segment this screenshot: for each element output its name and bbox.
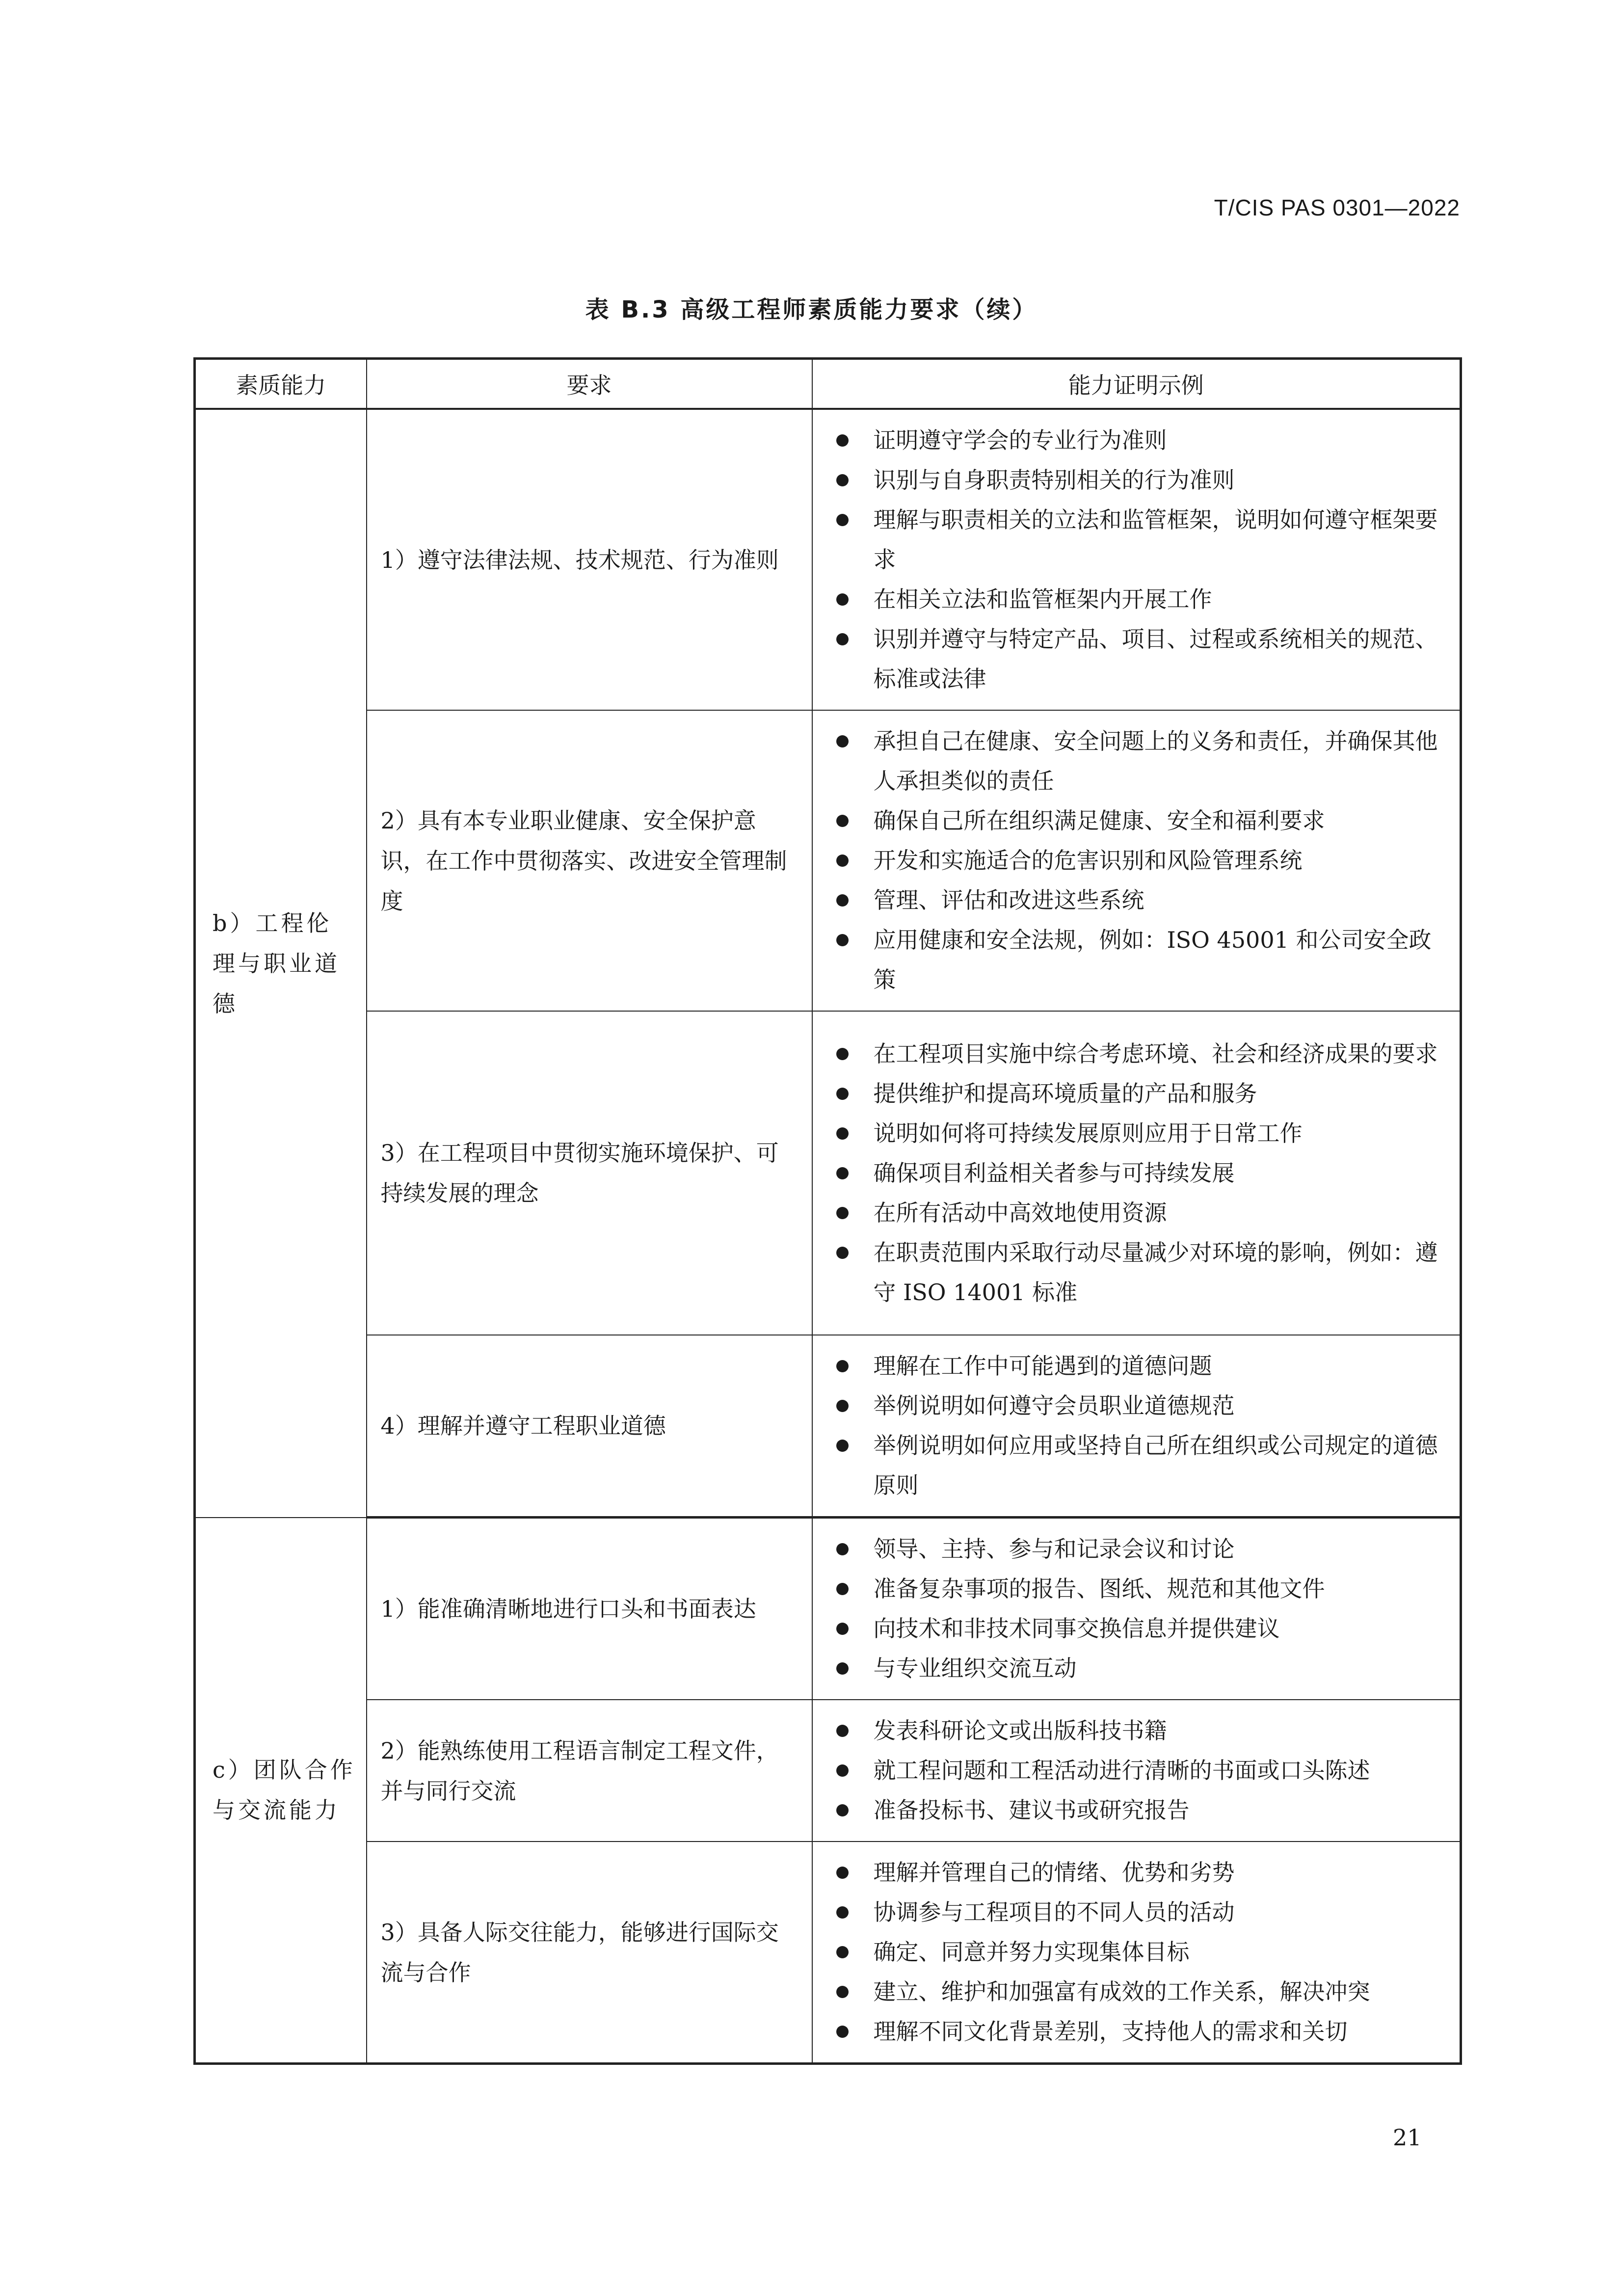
- table-row: [195, 1011, 1461, 1335]
- list-item: 协调参与工程项目的不同人员的活动: [824, 1893, 1445, 1932]
- list-item: 提供维护和提高环境质量的产品和服务: [824, 1074, 1445, 1114]
- list-item: 承担自己在健康、安全问题上的义务和责任，并确保其他人承担类似的责任: [824, 721, 1445, 801]
- list-item: 在职责范围内采取行动尽量减少对环境的影响，例如：遵守 ISO 14001 标准: [824, 1233, 1445, 1312]
- table-row: [195, 1335, 1461, 1518]
- list-item: 确定、同意并努力实现集体目标: [824, 1932, 1445, 1972]
- evidence-list: [824, 1034, 1445, 1312]
- list-item: 应用健康和安全法规，例如：ISO 45001 和公司安全政策: [824, 920, 1445, 1000]
- evidence-cell: [812, 1518, 1461, 1700]
- list-item: 证明遵守学会的专业行为准则: [824, 421, 1445, 460]
- list-item: 在所有活动中高效地使用资源: [824, 1193, 1445, 1233]
- requirement-cell: 2）具有本专业职业健康、安全保护意识，在工作中贯彻落实、改进安全管理制度: [367, 710, 812, 1011]
- evidence-cell: [812, 710, 1461, 1011]
- evidence-list: [824, 1346, 1445, 1505]
- list-item: 确保自己所在组织满足健康、安全和福利要求: [824, 801, 1445, 841]
- table-row: [195, 1518, 1461, 1700]
- list-item: 准备投标书、建议书或研究报告: [824, 1790, 1445, 1830]
- table-title: 表 B.3 高级工程师素质能力要求（续）: [585, 296, 1038, 323]
- list-item: 向技术和非技术同事交换信息并提供建议: [824, 1609, 1445, 1649]
- evidence-list: [824, 1529, 1445, 1688]
- table-row: [195, 409, 1461, 710]
- list-item: 与专业组织交流互动: [824, 1649, 1445, 1688]
- evidence-list: [824, 1711, 1445, 1830]
- header-evidence: 能力证明示例: [812, 359, 1461, 409]
- evidence-list: [824, 421, 1445, 699]
- list-item: 建立、维护和加强富有成效的工作关系，解决冲突: [824, 1972, 1445, 2012]
- table-header-row: [195, 359, 1461, 409]
- list-item: 理解与职责相关的立法和监管框架，说明如何遵守框架要求: [824, 500, 1445, 580]
- header-requirement: 要求: [367, 359, 812, 409]
- evidence-cell: [812, 1842, 1461, 2064]
- list-item: 理解并管理自己的情绪、优势和劣势: [824, 1853, 1445, 1893]
- evidence-list: [824, 721, 1445, 1000]
- page-number: 21: [1393, 2124, 1422, 2151]
- list-item: 理解不同文化背景差别，支持他人的需求和关切: [824, 2012, 1445, 2052]
- evidence-cell: [812, 409, 1461, 710]
- document-code: T/CIS PAS 0301—2022: [1214, 195, 1460, 220]
- table-row: [195, 710, 1461, 1011]
- requirement-cell: 2）能熟练使用工程语言制定工程文件，并与同行交流: [367, 1700, 812, 1842]
- evidence-cell: [812, 1335, 1461, 1518]
- table-row: [195, 1700, 1461, 1842]
- requirement-cell: 4）理解并遵守工程职业道德: [367, 1335, 812, 1518]
- list-item: 说明如何将可持续发展原则应用于日常工作: [824, 1114, 1445, 1153]
- list-item: 理解在工作中可能遇到的道德问题: [824, 1346, 1445, 1386]
- list-item: 发表科研论文或出版科技书籍: [824, 1711, 1445, 1751]
- list-item: 开发和实施适合的危害识别和风险管理系统: [824, 841, 1445, 881]
- list-item: 举例说明如何遵守会员职业道德规范: [824, 1386, 1445, 1426]
- table-row: [195, 1842, 1461, 2064]
- list-item: 举例说明如何应用或坚持自己所在组织或公司规定的道德原则: [824, 1426, 1445, 1505]
- requirement-cell: 3）在工程项目中贯彻实施环境保护、可持续发展的理念: [367, 1011, 812, 1335]
- list-item: 管理、评估和改进这些系统: [824, 881, 1445, 920]
- competency-table: [193, 357, 1462, 2065]
- competency-cell-c: c）团队合作与交流能力: [195, 1518, 367, 2064]
- list-item: 在工程项目实施中综合考虑环境、社会和经济成果的要求: [824, 1034, 1445, 1074]
- evidence-cell: [812, 1700, 1461, 1842]
- list-item: 识别并遵守与特定产品、项目、过程或系统相关的规范、标准或法律: [824, 619, 1445, 699]
- requirement-cell: 1）能准确清晰地进行口头和书面表达: [367, 1518, 812, 1700]
- competency-cell-b: b）工程伦理与职业道德: [195, 409, 367, 1518]
- header-competency: 素质能力: [195, 359, 367, 409]
- list-item: 准备复杂事项的报告、图纸、规范和其他文件: [824, 1569, 1445, 1609]
- evidence-list: [824, 1853, 1445, 2052]
- list-item: 领导、主持、参与和记录会议和讨论: [824, 1529, 1445, 1569]
- list-item: 就工程问题和工程活动进行清晰的书面或口头陈述: [824, 1751, 1445, 1790]
- list-item: 识别与自身职责特别相关的行为准则: [824, 460, 1445, 500]
- requirement-cell: 3）具备人际交往能力，能够进行国际交流与合作: [367, 1842, 812, 2064]
- evidence-cell: [812, 1011, 1461, 1335]
- requirement-cell: 1）遵守法律法规、技术规范、行为准则: [367, 409, 812, 710]
- list-item: 在相关立法和监管框架内开展工作: [824, 580, 1445, 619]
- list-item: 确保项目利益相关者参与可持续发展: [824, 1153, 1445, 1193]
